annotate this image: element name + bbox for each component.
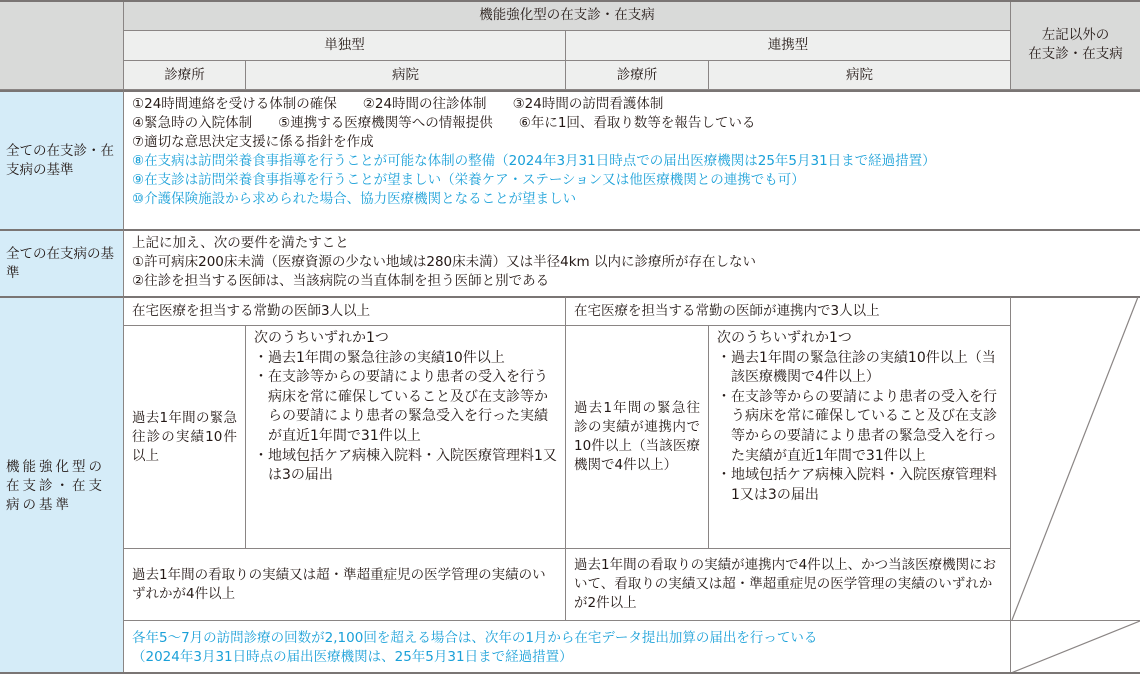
single-end-of-life-cell — [124, 549, 566, 621]
single-hospital-option-3: ・地域包括ケア病棟入院料・入院医療管理料1又は3の届出 — [254, 447, 557, 484]
header-linked-type — [566, 31, 1011, 61]
criterion-2: ②24時間の往診体制 — [362, 96, 487, 112]
header-single-type-text: 単独型 — [324, 37, 365, 53]
header-other-line2: 在支診・在支病 — [1028, 45, 1123, 62]
header-single-type — [124, 31, 566, 61]
single-clinic-emergency-cell — [124, 326, 246, 549]
data-submission-cell — [124, 621, 1011, 674]
criterion-5: ⑤連携する医療機関等への情報提供 — [278, 115, 493, 131]
single-doctors-text: 在宅医療を担当する常勤の医師3人以上 — [132, 303, 371, 319]
criterion-6: ⑥年に1回、看取り数等を報告している — [518, 115, 756, 131]
row-all-label — [0, 90, 124, 231]
data-submission-line2: （2024年3月31日時点の届出医療機関は、25年5月31日まで経過措置） — [132, 648, 573, 665]
data-submission-line1: 各年5〜7月の訪問診療の回数が2,100回を超える場合は、次年の1月から在宅データ提出加算の届出を行っている — [132, 629, 818, 646]
header-single-hospital-text: 病院 — [392, 66, 419, 83]
header-corner-cell — [0, 0, 124, 90]
header-linked-type-text: 連携型 — [767, 37, 809, 53]
header-single-clinic — [124, 61, 246, 90]
single-doctors-cell — [124, 296, 566, 326]
hospital-requirement-1: ①許可病床200床未満（医療資源の少ない地域は280床未満）又は半径4km 以内に診療所が存在しない — [132, 254, 756, 270]
criterion-7: ⑦適切な意思決定支援に係る指針を作成 — [132, 134, 374, 150]
header-enhanced-title-text: 機能強化型の在支診・在支病 — [479, 6, 655, 23]
row-all-line-2 — [132, 114, 1132, 133]
row-enhanced-label — [0, 296, 124, 674]
criterion-4: ④緊急時の入院体制 — [132, 115, 253, 131]
criterion-9-new: ⑨在支診は訪問栄養食事指導を行うことが望ましい（栄養ケア・ステーション又は他医療機関との連携でも可） — [132, 172, 805, 188]
linked-end-of-life-text: 過去1年間の看取りの実績が連携内で4件以上、かつ当該医療機関において、看取りの実績又は超・準超重症児の医学管理の実績のいずれかが2件以上 — [574, 557, 997, 611]
row-all-label-text: 全ての在支診・在支病の基準 — [6, 143, 114, 178]
linked-hospital-options-cell — [709, 326, 1011, 549]
linked-clinic-emergency-cell — [566, 326, 709, 549]
header-other — [1011, 0, 1140, 90]
header-enhanced-title — [124, 0, 1011, 31]
row-enhanced-label-text: 機能強化型の在支診・在支病の基準 — [6, 458, 105, 513]
linked-doctors-cell — [566, 296, 1011, 326]
header-linked-clinic — [566, 61, 709, 90]
row-hospital-content — [124, 229, 1140, 298]
other-na-cell-lower — [1011, 621, 1140, 674]
linked-hospital-options-intro: 次のうちいずれか1つ — [717, 330, 852, 346]
linked-hospital-option-3: ・地域包括ケア病棟入院料・入院医療管理料1又は3の届出 — [717, 467, 997, 503]
row-hospital-label-text: 全ての在支病の基準 — [6, 246, 114, 281]
header-single-clinic-text: 診療所 — [164, 66, 205, 83]
linked-hospital-option-1: ・過去1年間の緊急往診の実績10件以上（当該医療機関で4件以上） — [717, 349, 996, 386]
criterion-10-new: ⑩介護保険施設から求められた場合、協力医療機関となることが望ましい — [132, 191, 577, 207]
header-other-line1: 左記以外の — [1041, 26, 1110, 43]
linked-hospital-option-2: ・在支診等からの要請により患者の受入を行う病床を常に確保していること及び在支診等からの要請により患者の緊急受入を行った実績が直近1年間で31件以上 — [717, 388, 997, 464]
single-clinic-emergency-text: 過去1年間の緊急往診の実績10件以上 — [132, 409, 237, 464]
row-hospital-label — [0, 229, 124, 298]
hospital-requirement-intro: 上記に加え、次の要件を満たすこと — [132, 235, 349, 251]
row-all-content — [124, 90, 1140, 231]
header-single-hospital — [246, 61, 566, 90]
single-hospital-option-2: ・在支診等からの要請により患者の受入を行う病床を常に確保していること及び在支診等からの要請により患者の緊急受入を行った実績が直近1年間で31件以上 — [254, 369, 548, 444]
single-hospital-option-1: ・過去1年間の緊急往診の実績10件以上 — [254, 349, 505, 366]
header-linked-clinic-text: 診療所 — [616, 66, 658, 83]
single-hospital-options-cell — [246, 326, 566, 549]
header-linked-hospital — [709, 61, 1011, 90]
single-end-of-life-text: 過去1年間の看取りの実績又は超・準超重症児の医学管理の実績のいずれかが4件以上 — [132, 566, 546, 602]
criterion-3: ③24時間の訪問看護体制 — [512, 96, 664, 112]
other-na-cell-upper — [1011, 296, 1140, 621]
header-linked-hospital-text: 病院 — [846, 66, 873, 83]
linked-end-of-life-cell — [566, 549, 1011, 621]
single-hospital-options-intro: 次のうちいずれか1つ — [254, 330, 389, 346]
criterion-1: ①24時間連絡を受ける体制の確保 — [132, 96, 337, 112]
criterion-8-new: ⑧在支病は訪問栄養食事指導を行うことが可能な体制の整備（2024年3月31日時点での届出医療機関は25年5月31日まで経過措置） — [132, 153, 936, 169]
linked-doctors-text: 在宅医療を担当する常勤の医師が連携内で3人以上 — [574, 303, 880, 319]
row-all-line-1 — [132, 95, 1132, 114]
hospital-requirement-2: ②往診を担当する医師は、当該病院の当直体制を担う医師と別である — [132, 273, 550, 289]
linked-clinic-emergency-text: 過去1年間の緊急往診の実績が連携内で10件以上（当該医療機関で4件以上） — [574, 400, 700, 473]
